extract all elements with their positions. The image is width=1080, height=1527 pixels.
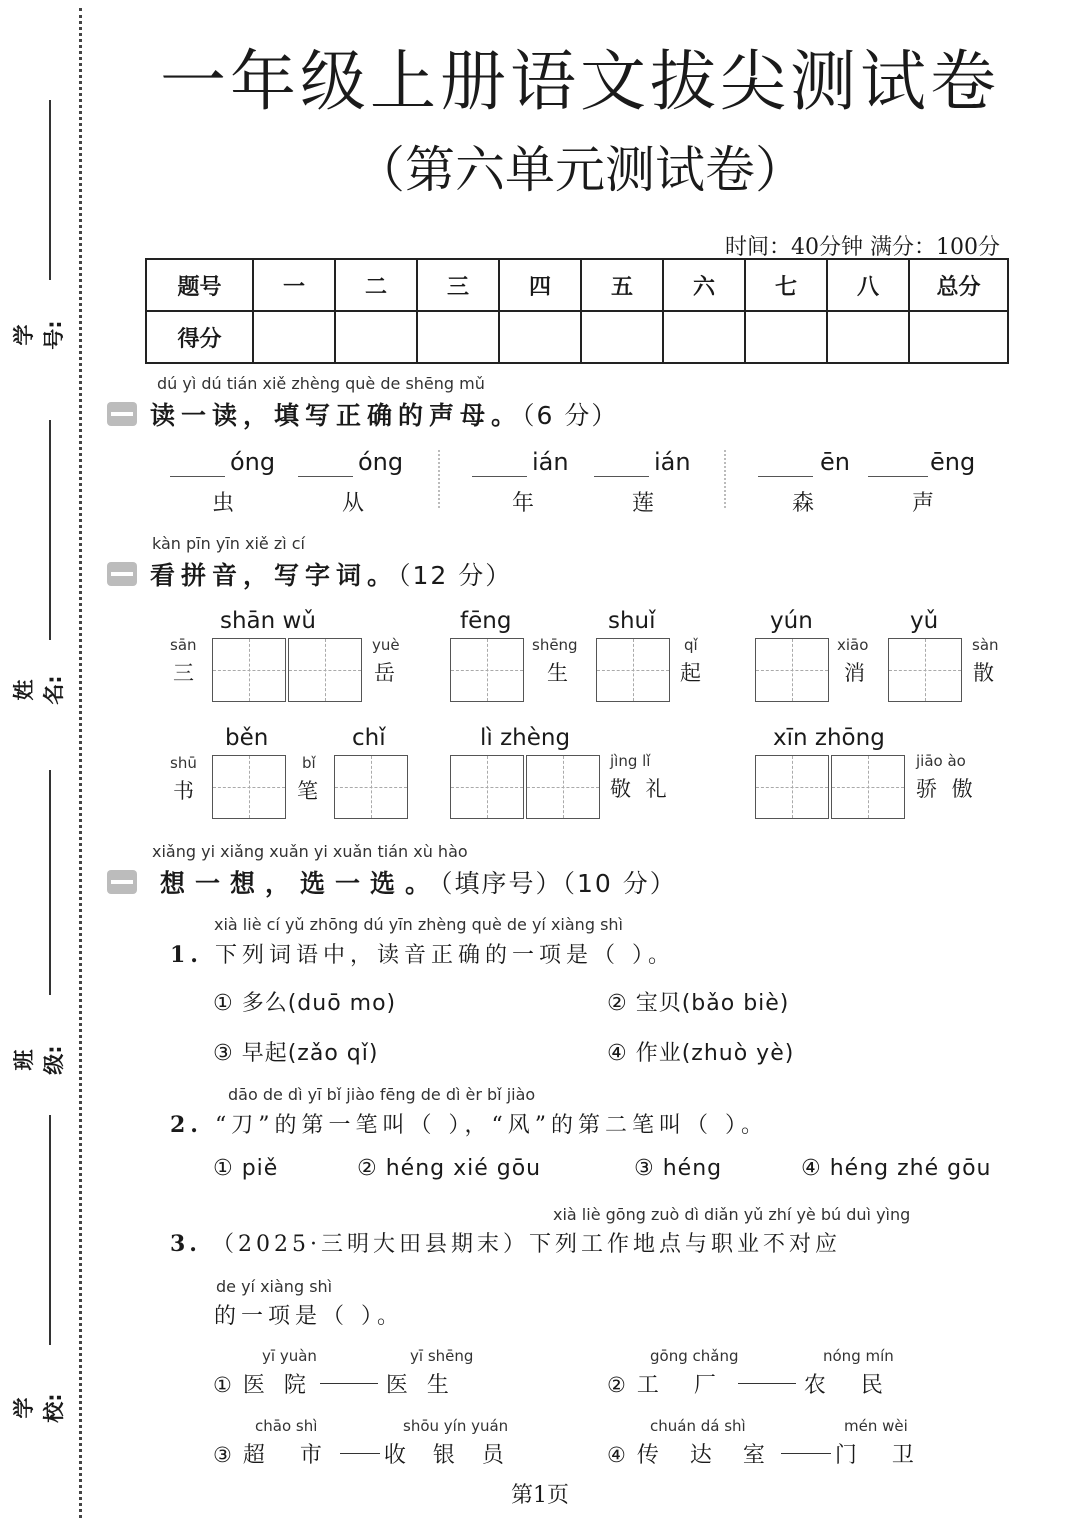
final-text: ián	[654, 448, 691, 476]
option-number: ④	[607, 1443, 627, 1467]
writing-grid[interactable]	[450, 638, 524, 702]
small-pinyin: sàn	[972, 636, 999, 654]
given-char: 消	[844, 661, 865, 685]
school-field[interactable]	[49, 1115, 51, 1345]
question-3	[170, 1227, 841, 1258]
option[interactable]: ④ héng zhé gōu	[801, 1156, 992, 1181]
small-pinyin: jìng lǐ	[610, 752, 651, 770]
small-pinyin: qǐ	[684, 636, 698, 654]
score-cell[interactable]	[827, 311, 909, 363]
final-text: ēn	[820, 448, 850, 476]
grid-pinyin: shān wǔ	[220, 608, 316, 634]
score-table-col: 五	[581, 259, 663, 311]
initial-blank[interactable]	[868, 476, 928, 477]
section1-pinyin: dú yì dú tián xiě zhèng què de shēng mǔ	[157, 374, 485, 393]
option-number: ②	[607, 1373, 627, 1397]
final-text: óng	[358, 448, 404, 476]
question-number: 3.	[170, 1231, 201, 1257]
question-number: 1.	[170, 942, 203, 968]
score-cell[interactable]	[335, 311, 417, 363]
option-pinyin: yī shēng	[410, 1347, 474, 1365]
question-text: （2025·三明大田县期末）下列工作地点与职业不对应	[211, 1232, 841, 1257]
option-job: 收 银 员	[383, 1443, 514, 1468]
final-text: ián	[532, 448, 569, 476]
score-table-row-label: 得分	[146, 311, 253, 363]
option[interactable]	[213, 1438, 514, 1469]
score-table-col: 一	[253, 259, 335, 311]
score-table	[145, 258, 1009, 364]
option[interactable]: ② héng xié gōu	[357, 1156, 542, 1181]
writing-grid[interactable]	[755, 638, 829, 702]
given-word: 敬 礼	[610, 777, 671, 801]
option[interactable]	[213, 1368, 455, 1399]
final-text: ēng	[930, 448, 976, 476]
student-id-label: 学号:	[12, 320, 66, 350]
initial-blank[interactable]	[170, 476, 225, 477]
char-text: 声	[912, 491, 935, 516]
time-and-score-info: 时间：40分钟 满分：100分	[725, 235, 1000, 260]
grid-pinyin: lì zhèng	[480, 725, 571, 751]
section1-title: 读一读，填写正确的声母。	[150, 401, 523, 430]
option[interactable]: ④ 作业(zhuò yè)	[607, 1041, 795, 1066]
class-field[interactable]	[49, 770, 51, 995]
exam-title: 一年级上册语文拔尖测试卷	[160, 43, 1000, 120]
char-text: 虫	[212, 491, 235, 516]
option-pinyin: gōng chǎng	[650, 1347, 739, 1365]
grid-pinyin: xīn zhōng	[773, 725, 885, 751]
initial-blank[interactable]	[298, 476, 353, 477]
option[interactable]: ② 宝贝(bǎo biè)	[607, 991, 790, 1016]
option-place: 传 达 室	[636, 1443, 777, 1468]
char-text: 森	[792, 491, 815, 516]
given-char: 散	[973, 661, 994, 685]
question-text: 下列词语中，读音正确的一项是（ ）。	[214, 943, 675, 968]
option[interactable]: ③ 早起(zǎo qǐ)	[213, 1041, 379, 1066]
section1-points: （6 分）	[522, 401, 619, 430]
question-2	[170, 1108, 768, 1139]
option-pinyin: nóng mín	[823, 1347, 894, 1365]
grid-pinyin: yún	[770, 608, 813, 634]
grid-pinyin: běn	[225, 725, 269, 751]
option-pinyin: shōu yín yuán	[403, 1417, 509, 1435]
small-pinyin: shū	[170, 754, 197, 772]
writing-grid[interactable]	[212, 638, 286, 702]
given-word: 骄 傲	[916, 777, 977, 801]
section-two-icon	[107, 562, 137, 586]
score-cell[interactable]	[745, 311, 827, 363]
group-separator	[438, 450, 440, 508]
section1-heading	[150, 396, 618, 432]
char-text: 莲	[632, 491, 655, 516]
char-text: 从	[342, 491, 365, 516]
writing-grid[interactable]	[334, 755, 408, 819]
score-cell[interactable]	[253, 311, 335, 363]
q3-pinyin-line2: de yí xiàng shì	[216, 1277, 333, 1296]
grid-pinyin: fēng	[460, 608, 512, 634]
section3-pinyin: xiǎng yi xiǎng xuǎn yi xuǎn tián xù hào	[152, 842, 468, 861]
q3-pinyin: xià liè gōng zuò dì diǎn yǔ zhí yè bú duì yìng	[553, 1205, 911, 1224]
score-cell[interactable]	[417, 311, 499, 363]
option[interactable]: ① piě	[213, 1156, 279, 1181]
writing-grid[interactable]	[888, 638, 962, 702]
given-char: 书	[173, 779, 194, 803]
section2-points: （12 分）	[398, 561, 513, 590]
score-cell[interactable]	[663, 311, 745, 363]
score-table-col: 总分	[909, 259, 1008, 311]
question-number: 2.	[170, 1112, 203, 1138]
section-one-icon	[107, 402, 137, 426]
score-table-col: 八	[827, 259, 909, 311]
score-table-col: 四	[499, 259, 581, 311]
small-pinyin: jiāo ào	[916, 752, 966, 770]
score-cell[interactable]	[909, 311, 1008, 363]
option[interactable]: ③ héng	[634, 1156, 723, 1181]
small-pinyin: bǐ	[302, 754, 316, 772]
section3-heading	[160, 864, 677, 900]
section2-title: 看拼音，写字词。	[150, 561, 399, 590]
option-job: 医 生	[385, 1373, 455, 1398]
score-cell[interactable]	[581, 311, 663, 363]
score-table-col: 七	[745, 259, 827, 311]
grid-pinyin: yǔ	[910, 608, 939, 634]
given-char: 笔	[297, 779, 318, 803]
small-pinyin: sān	[170, 636, 197, 654]
option-number: ③	[213, 1443, 233, 1467]
given-char: 起	[680, 661, 701, 685]
student-id-field[interactable]	[49, 100, 51, 280]
group-separator	[724, 450, 726, 508]
option-pinyin: chāo shì	[255, 1417, 318, 1435]
grid-pinyin: chǐ	[352, 725, 386, 751]
binding-dotted-line	[79, 8, 82, 1518]
name-field[interactable]	[49, 420, 51, 640]
school-label: 学校:	[12, 1393, 66, 1423]
section3-title: 想一想，选一选。	[160, 869, 441, 898]
given-char: 生	[547, 661, 568, 685]
score-table-col: 六	[663, 259, 745, 311]
option-pinyin: mén wèi	[844, 1417, 908, 1435]
score-table-header-row	[146, 259, 1008, 311]
question-1	[170, 938, 675, 969]
char-text: 年	[512, 491, 535, 516]
grid-pinyin: shuǐ	[608, 608, 656, 634]
option-place: 医 院	[242, 1373, 312, 1398]
section2-pinyin: kàn pīn yīn xiě zì cí	[152, 534, 305, 553]
given-char: 岳	[374, 661, 395, 685]
writing-grid[interactable]	[831, 755, 905, 819]
writing-grid[interactable]	[596, 638, 670, 702]
writing-grid[interactable]	[288, 638, 362, 702]
exam-subtitle: （第六单元测试卷）	[355, 141, 805, 199]
page-number: 第1页	[511, 1483, 569, 1508]
score-table-col: 二	[335, 259, 417, 311]
option-pinyin: yī yuàn	[262, 1347, 317, 1365]
section3-points: （填序号）（10 分）	[440, 869, 677, 898]
q1-pinyin: xià liè cí yǔ zhōng dú yīn zhèng què de yí xiàng shì	[214, 915, 623, 934]
small-pinyin: xiāo	[837, 636, 869, 654]
name-label: 姓名:	[12, 675, 66, 705]
score-table-score-row	[146, 311, 1008, 363]
score-table-row-label: 题号	[146, 259, 253, 311]
option[interactable]: ① 多么(duō mo)	[213, 991, 397, 1016]
question-3-continued: 的一项是（ ）。	[214, 1304, 404, 1329]
option-pinyin: chuán dá shì	[650, 1417, 746, 1435]
option-job: 农 民	[803, 1373, 897, 1398]
section2-heading	[150, 556, 512, 592]
score-table-col: 三	[417, 259, 499, 311]
writing-grid[interactable]	[450, 755, 524, 819]
small-pinyin: shēng	[532, 636, 578, 654]
question-text: “刀”的第一笔叫（ ），“风”的第二笔叫（ ）。	[214, 1113, 768, 1138]
option-number: ①	[213, 1373, 233, 1397]
given-char: 三	[173, 661, 194, 685]
writing-grid[interactable]	[212, 755, 286, 819]
class-label: 班级:	[12, 1045, 66, 1075]
initial-blank[interactable]	[472, 476, 527, 477]
option-job: 门 卫	[834, 1443, 928, 1468]
option-place: 超 市	[242, 1443, 336, 1468]
writing-grid[interactable]	[755, 755, 829, 819]
section-three-icon	[107, 870, 137, 894]
option[interactable]	[607, 1438, 928, 1469]
writing-grid[interactable]	[526, 755, 600, 819]
q2-pinyin: dāo de dì yī bǐ jiào fēng de dì èr bǐ jiào	[228, 1085, 536, 1104]
initial-blank[interactable]	[758, 476, 813, 477]
option[interactable]	[607, 1368, 897, 1399]
initial-blank[interactable]	[594, 476, 649, 477]
final-text: óng	[230, 448, 276, 476]
small-pinyin: yuè	[372, 636, 400, 654]
score-cell[interactable]	[499, 311, 581, 363]
option-place: 工 厂	[636, 1373, 730, 1398]
